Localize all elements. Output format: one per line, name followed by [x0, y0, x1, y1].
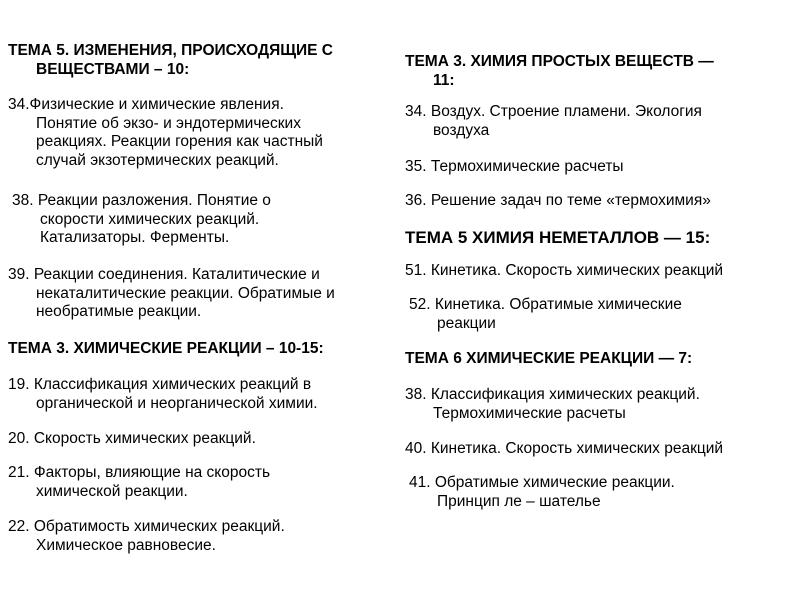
left-column — [0, 0, 380, 595]
topic-item — [405, 158, 790, 177]
text-line: Понятие об экзо- и эндотермических — [36, 114, 301, 132]
topic-heading — [405, 350, 790, 369]
text-line: 34.Физические и химические явления. — [8, 96, 284, 113]
text-line: воздуха — [433, 121, 490, 139]
topic-item — [405, 103, 790, 140]
topic-item — [8, 266, 393, 322]
text-line: ТЕМА 5. ИЗМЕНЕНИЯ, ПРОИСХОДЯЩИЕ С — [8, 42, 333, 59]
topic-item — [12, 192, 397, 248]
topic-heading — [405, 228, 790, 248]
text-line: Термохимические расчеты — [433, 404, 626, 422]
text-line: 36. Решение задач по теме «термохимия» — [405, 192, 711, 209]
topic-item — [8, 96, 393, 170]
text-line: необратимые реакции. — [36, 303, 202, 320]
text-line: химической реакции. — [36, 482, 188, 500]
topic-item — [409, 474, 794, 511]
text-line: ТЕМА 5 ХИМИЯ НЕМЕТАЛЛОВ — 15: — [405, 228, 711, 247]
text-line: Химическое равновесие. — [36, 536, 216, 554]
topic-item — [405, 192, 790, 211]
text-line: 35. Термохимические расчеты — [405, 158, 624, 175]
text-line: 19. Классификация химических реакций в — [8, 376, 312, 393]
text-line: 11: — [433, 71, 455, 89]
text-line: органической и неорганической химии. — [36, 394, 318, 412]
text-line: 40. Кинетика. Скорость химических реакций — [405, 440, 724, 457]
topic-item — [8, 430, 393, 449]
text-line: 20. Скорость химических реакций. — [8, 430, 256, 447]
text-line: 51. Кинетика. Скорость химических реакций — [405, 262, 724, 279]
topic-item — [405, 262, 790, 281]
text-line: случай экзотермических реакций. — [36, 151, 279, 169]
text-line: 39. Реакции соединения. Каталитические и — [8, 266, 320, 283]
topic-item — [405, 440, 790, 459]
text-line: реакции — [437, 314, 496, 332]
text-line: 38. Реакции разложения. Понятие о — [12, 192, 271, 209]
topic-heading — [8, 42, 393, 79]
text-line: Принцип ле – шателье — [437, 492, 601, 510]
topic-item — [8, 464, 393, 501]
text-line: ТЕМА 3. ХИМИЯ ПРОСТЫХ ВЕЩЕСТВ — — [405, 53, 714, 70]
text-line: ТЕМА 3. ХИМИЧЕСКИЕ РЕАКЦИИ – 10-15: — [8, 340, 324, 357]
text-line: 22. Обратимость химических реакций. — [8, 518, 285, 535]
text-line: 52. Кинетика. Обратимые химические — [409, 296, 682, 313]
text-line: Катализаторы. Ферменты. — [40, 229, 230, 246]
topic-item — [405, 386, 790, 423]
text-line: ТЕМА 6 ХИМИЧЕСКИЕ РЕАКЦИИ — 7: — [405, 350, 693, 367]
topic-heading — [405, 53, 790, 90]
text-line: 41. Обратимые химические реакции. — [409, 474, 675, 491]
text-line: 21. Факторы, влияющие на скорость — [8, 464, 271, 481]
text-line: скорости химических реакций. — [40, 210, 260, 228]
text-line: 38. Классификация химических реакций. — [405, 386, 700, 403]
topic-heading — [8, 340, 393, 359]
topic-item — [8, 376, 393, 413]
text-line: некаталитические реакции. Обратимые и — [36, 284, 335, 302]
text-line: ВЕЩЕСТВАМИ – 10: — [36, 60, 190, 78]
text-line: реакциях. Реакции горения как частный — [36, 133, 323, 150]
right-column — [405, 0, 785, 595]
text-line: 34. Воздух. Строение пламени. Экология — [405, 103, 702, 120]
topic-item — [409, 296, 794, 333]
topic-item — [8, 518, 393, 555]
